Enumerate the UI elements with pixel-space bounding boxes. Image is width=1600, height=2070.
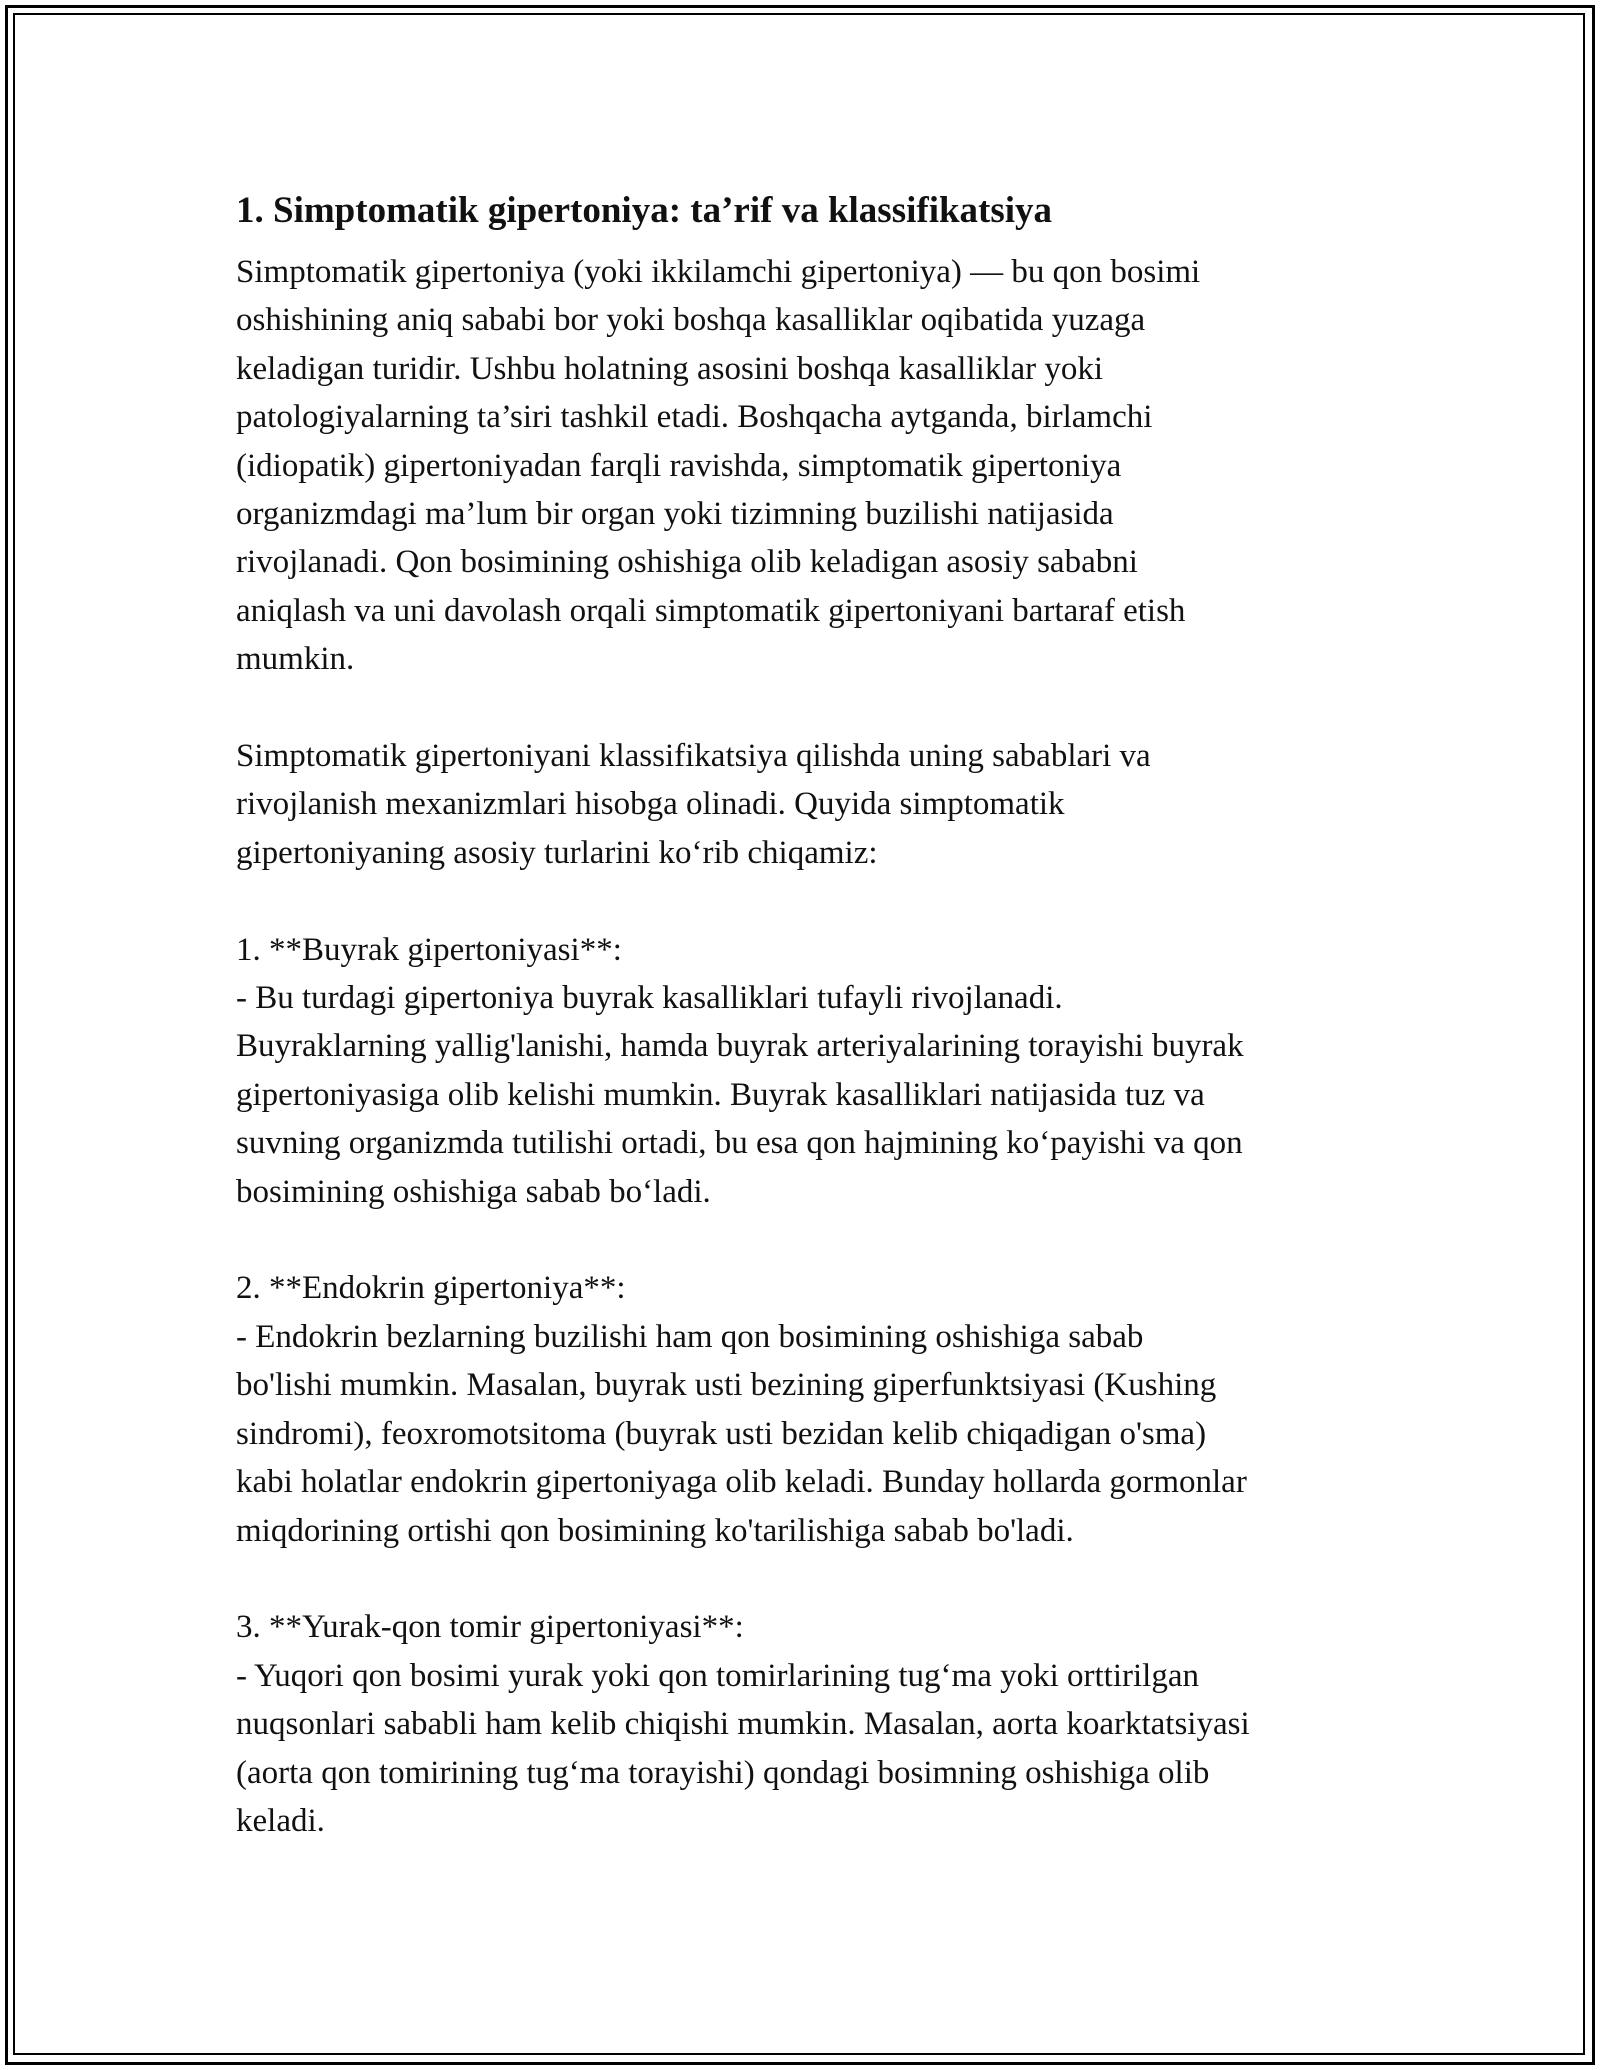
list-item-description: - Bu turdagi gipertoniya buyrak kasalliklari tufayli rivojlanadi. Buyraklarning yallig'lanishi, hamda buyrak arteriyalarining torayishi buyrak gipertoniyasiga olib kelishi mumkin. Buyrak kasalliklari natijasida tuz va suvning organizmda tutilishi ortadi, bu esa qon hajmining ko‘payishi va qon bosimining oshishiga sabab bo‘ladi. [236,980,1244,1210]
paragraph-spacer [236,1216,1376,1264]
document-body [236,186,1376,1845]
list-item-endocrine [236,1264,1376,1554]
list-item-title: 3. **Yurak-qon tomir gipertoniyasi**: [236,1609,744,1646]
paragraph-spacer [236,1555,1376,1603]
classification-intro-paragraph: Simptomatik gipertoniyani klassifikatsiya qilishda uning sabablari va rivojlanish mexanizmlari hisobga olinadi. Quyida simptomatik gipertoniyaning asosiy turlarini ko‘rib chiqamiz: [236,738,1151,871]
list-item-title: 2. **Endokrin gipertoniya**: [236,1270,626,1307]
paragraph-spacer [236,684,1376,732]
list-item-cardiovascular [236,1603,1376,1845]
section-heading: 1. Simptomatik gipertoniya: ta’rif va klassifikatsiya [236,190,1053,231]
list-item-renal [236,926,1376,1216]
paragraph-spacer [236,877,1376,925]
list-item-description: - Endokrin bezlarning buzilishi ham qon bosimining oshishiga sabab bo'lishi mumkin. Masalan, buyrak usti bezining giperfunktsiyasi (Kushing sindromi), feoxromotsitoma (buyrak usti bezidan kelib chiqadigan o'sma) kabi holatlar endokrin gipertoniyaga olib keladi. Bunday hollarda gormonlar miqdorining ortishi qon bosimining ko'tarilishiga sabab bo'ladi. [236,1318,1247,1549]
list-item-description: - Yuqori qon bosimi yurak yoki qon tomirlarining tug‘ma yoki orttirilgan nuqsonlari sababli ham kelib chiqishi mumkin. Masalan, aorta koarktatsiyasi (aorta qon tomirining tug‘ma torayishi) qondagi bosimning oshishiga olib keladi. [236,1657,1250,1839]
list-item-title: 1. **Buyrak gipertoniyasi**: [236,931,622,968]
definition-paragraph: Simptomatik gipertoniya (yoki ikkilamchi gipertoniya) — bu qon bosimi oshishining aniq sababi bor yoki boshqa kasalliklar oqibatida yuzaga keladigan turidir. Ushbu holatning asosini boshqa kasalliklar yoki patologiyalarning ta’siri tashkil etadi. Boshqacha aytganda, birlamchi (idiopatik) gipertoniyadan farqli ravishda, simptomatik gipertoniya organizmdagi ma’lum bir organ yoki tizimning buzilishi natijasida rivojlanadi. Qon bosimining oshishiga olib keladigan asosiy sababni aniqlash va uni davolash orqali simptomatik gipertoniyani bartaraf etish mumkin. [236,254,1201,678]
